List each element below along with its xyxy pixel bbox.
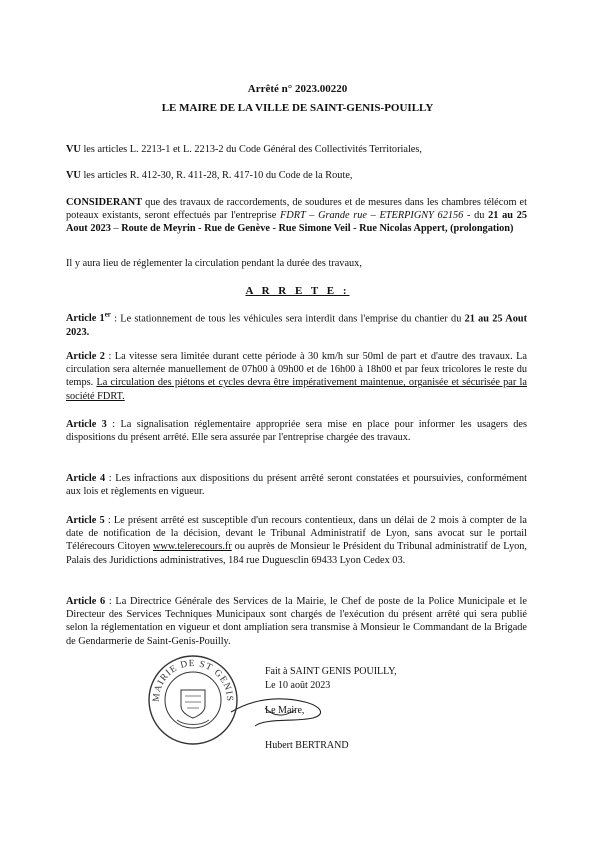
vu-lead: VU <box>66 170 81 181</box>
mairie-stamp <box>147 654 239 746</box>
article-label: Article 2 <box>66 351 105 362</box>
considerant-mid: - du <box>463 210 489 222</box>
article-text: : Les infractions aux dispositions du présent arrêté seront constatées et poursuivies, conformément aux lois et règlements en vigueur. <box>66 473 527 498</box>
considerant-text: que des travaux de raccordements, de soudures et de mesures dans les chambres télécom et poteaux existants, seront effectués par l'entreprise <box>66 197 527 222</box>
article-label: Article 4 <box>66 473 106 484</box>
signature-role: Le Maire, <box>265 705 305 716</box>
vu-text: les articles R. 412-30, R. 411-28, R. 417-10 du Code de la Route, <box>80 170 353 181</box>
article-label: Article 6 <box>66 596 106 607</box>
mayor-name: Hubert BERTRAND <box>265 740 349 751</box>
article-text: : La vitesse sera limitée durant cette période à 30 km/h sur 50ml de part et d'autre des travaux. La circulation sera alternée manuellement de 07h00 à 09h00 et de 16h00 à 18h00 et par feux tricolores le reste du temps. <box>66 351 527 389</box>
article-4 <box>66 472 527 498</box>
article-label: Article 5 <box>66 515 105 526</box>
vu-text: les articles L. 2213-1 et L. 2213-2 du Code Général des Collectivités Territoriales, <box>80 144 422 155</box>
article-5 <box>66 514 527 567</box>
vu-paragraph-1 <box>66 143 527 156</box>
considerant-separator: – <box>110 223 122 235</box>
article-text: : Le présent arrêté est susceptible d'un recours contentieux, dans un délai de 2 mois à compter de la date de notification de la décision, devant le Tribunal Administratif de Lyon, sans avocat sur le portail Télérecours Citoyen <box>66 515 527 553</box>
article-text: : Le stationnement de tous les véhicules sera interdit dans l'emprise du chantier du <box>110 313 465 325</box>
arrete-number: Arrêté n° 2023.00220 <box>247 83 348 95</box>
article-text: : La Directrice Générale des Services de la Mairie, le Chef de poste de la Police Municipale et le Directeur des Services Techniques Municipaux sont chargés de l'exécution du présent arrêté qui sera publié selon la réglementation en vigueur et dont ampliation sera transmise à Monsieur le Commandant de la Brigade de Gendarmerie de Saint-Genis-Pouilly. <box>66 596 527 647</box>
telerecours-link[interactable]: www.telerecours.fr <box>152 541 232 553</box>
article-text: : La signalisation réglementaire appropriée sera mise en place pour informer les usagers des dispositions du présent arrêté. Elle sera assurée par l'entreprise chargée des travaux. <box>66 419 527 444</box>
decree-heading: A R R E T E : <box>245 285 350 297</box>
article-label: Article 1er <box>66 311 111 325</box>
article-1 <box>66 309 527 339</box>
vu-paragraph-2 <box>66 169 527 182</box>
considerant-lead: CONSIDERANT <box>66 197 143 208</box>
article-6 <box>66 595 527 648</box>
issuing-authority: LE MAIRE DE LA VILLE DE SAINT-GENIS-POUILLY <box>161 102 434 114</box>
handwritten-signature <box>225 688 345 738</box>
works-streets: Route de Meyrin - Rue de Genève - Rue Simone Veil - Rue Nicolas Appert, (prolongation) <box>121 223 514 235</box>
signature-date: Le 10 août 2023 <box>265 680 331 691</box>
considerant-paragraph <box>66 196 527 236</box>
works-dates: 21 au 25 Aout 2023 <box>66 210 527 235</box>
article-3 <box>66 418 527 444</box>
regulation-line: Il y aura lieu de réglementer la circulation pendant la durée des travaux, <box>66 258 362 269</box>
signature-place: Fait à SAINT GENIS POUILLY, <box>265 666 397 677</box>
stamp-text: MAIRIE DE ST GENIS <box>151 658 235 703</box>
article-text-after: ou auprès de Monsieur le Président du Tribunal administratif de Lyon, Palais des Juridictions administratives, 184 rue Duguesclin 69433 Lyon Cedex 03. <box>66 541 527 566</box>
vu-lead: VU <box>66 144 81 155</box>
company-name: FDRT – Grande rue – ETERPIGNY 62156 <box>279 210 464 222</box>
article-dates: 21 au 25 Aout 2023. <box>66 313 527 338</box>
article-label: Article 3 <box>66 419 107 430</box>
article-underlined-text: La circulation des piétons et cycles devra être impérativement maintenue, organisée et sécurisée par la société FDRT. <box>66 377 527 402</box>
article-2 <box>66 350 527 403</box>
